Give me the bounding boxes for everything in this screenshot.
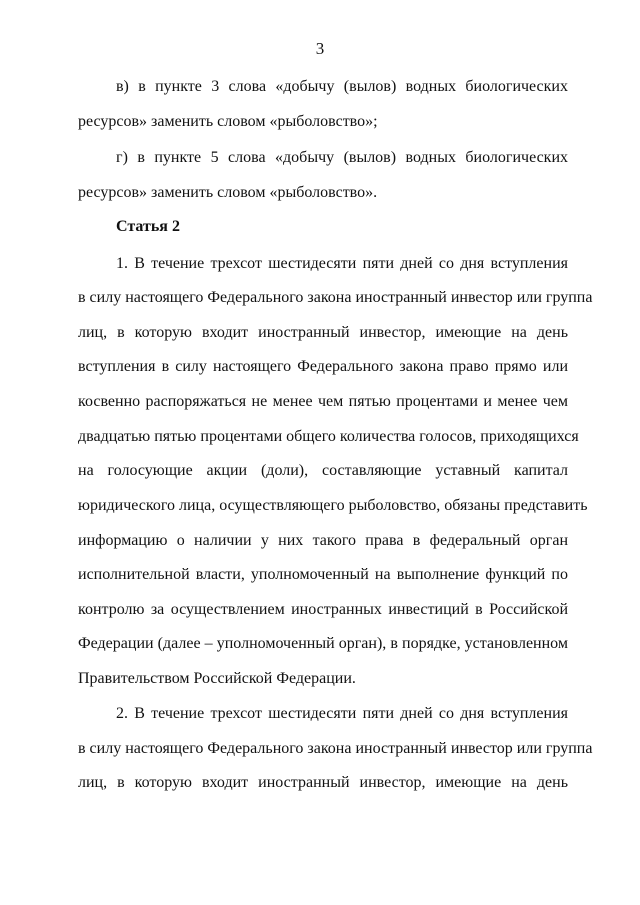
article-heading: Статья 2	[116, 218, 180, 235]
text-line: на голосующие акции (доли), составляющие уставный капитал	[78, 462, 568, 479]
text-line: контролю за осуществлением иностранных инвестиций в Российской	[78, 601, 568, 618]
text-line: Федерации (далее – уполномоченный орган), в порядке, установленном	[78, 635, 568, 652]
text-line: двадцатью пятью процентами общего количества голосов, приходящихся	[78, 428, 579, 445]
text-line: исполнительной власти, уполномоченный на выполнение функций по	[78, 566, 568, 583]
text-line: ресурсов» заменить словом «рыболовство»;	[78, 113, 378, 130]
text-line: 2. В течение трехсот шестидесяти пяти дней со дня вступления	[116, 705, 568, 722]
text-line: лиц, в которую входит иностранный инвестор, имеющие на день	[78, 774, 568, 791]
text-line: 1. В течение трехсот шестидесяти пяти дней со дня вступления	[116, 255, 568, 272]
page-number: 3	[315, 39, 325, 58]
text-line: вступления в силу настоящего Федерального закона право прямо или	[78, 358, 568, 375]
text-line: г) в пункте 5 слова «добычу (вылов) водных биологических	[116, 149, 568, 166]
text-line: в) в пункте 3 слова «добычу (вылов) водных биологических	[116, 78, 568, 95]
text-line: в силу настоящего Федерального закона иностранный инвестор или группа	[78, 740, 593, 757]
text-line: в силу настоящего Федерального закона иностранный инвестор или группа	[78, 289, 593, 306]
text-line: лиц, в которую входит иностранный инвестор, имеющие на день	[78, 324, 568, 341]
text-line: косвенно распоряжаться не менее чем пятью процентами и менее чем	[78, 393, 568, 410]
text-line: ресурсов» заменить словом «рыболовство».	[78, 184, 378, 201]
text-line: информацию о наличии у них такого права в федеральный орган	[78, 532, 568, 549]
text-line: юридического лица, осуществляющего рыболовство, обязаны представить	[78, 497, 588, 514]
text-line: Правительством Российской Федерации.	[78, 670, 356, 687]
